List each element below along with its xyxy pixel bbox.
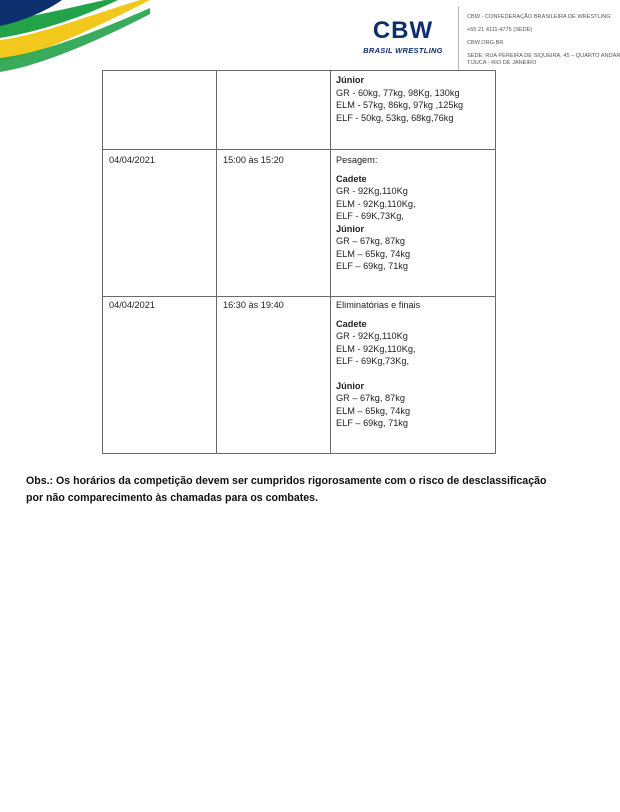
- description-cell: [331, 71, 496, 150]
- description-line: GR - 92Kg,110Kg: [336, 331, 408, 341]
- category-label: Cadete: [336, 318, 367, 329]
- date-cell: 04/04/2021: [103, 297, 217, 454]
- category-label: Cadete: [336, 173, 367, 184]
- address-line-2: TIJUCA - RIO DE JANEIRO: [467, 60, 537, 66]
- header-divider: [458, 7, 459, 71]
- description-line: ELM – 65kg, 74kg: [336, 405, 411, 416]
- description-line: GR - 60kg, 77kg, 98Kg, 130kg: [336, 87, 460, 98]
- contact-block: [467, 14, 620, 67]
- description-line: Pesagem:: [336, 155, 378, 165]
- category-label: Júnior: [336, 75, 365, 85]
- category-label: Júnior: [336, 223, 365, 234]
- schedule-table: [102, 70, 496, 454]
- description-line: ELF - 50kg, 53kg, 68kg,76kg: [336, 112, 454, 123]
- description-cell: [331, 150, 496, 297]
- website-link[interactable]: CBW.ORG.BR: [467, 40, 504, 46]
- schedule-row: [103, 150, 496, 297]
- description-line: ELM - 92Kg,110Kg,: [336, 343, 416, 354]
- phone-number: +55 21 4111-4775 (SEDE): [467, 27, 533, 33]
- address-line-1: SEDE: RUA PEREIRA DE SIQUEIRA, 45 – QUARTO ANDAR: [467, 53, 620, 59]
- cbw-logo: [360, 18, 446, 62]
- description-line: ELM - 92Kg,110Kg,: [336, 198, 416, 209]
- description-line: ELF - 69Kg,73Kg,: [336, 356, 410, 366]
- description-line: ELM - 57kg, 86kg, 97kg ,125kg: [336, 100, 464, 110]
- brand-swoosh-graphic: [0, 0, 150, 80]
- time-cell: 16:30 às 19:40: [217, 297, 331, 454]
- description-line: GR - 92Kg,110Kg: [336, 186, 408, 196]
- org-name: CBW - CONFEDERAÇÃO BRASILEIRA DE WRESTLING: [467, 14, 611, 20]
- date-cell: 04/04/2021: [103, 150, 217, 297]
- observation-note: Obs.: Os horários da competição devem ser cumpridos rigorosamente com o risco de desclassificação por não comparecimento às chamadas para os combates.: [26, 475, 547, 504]
- description-line: ELF – 69kg, 71kg: [336, 418, 409, 428]
- schedule-row: [103, 297, 496, 454]
- logo-title: CBW: [372, 17, 434, 44]
- description-line: GR – 67kg, 87kg: [336, 393, 405, 403]
- description-line: ELM – 65kg, 74kg: [336, 248, 411, 259]
- schedule-row: [103, 71, 496, 150]
- time-cell: 15:00 às 15:20: [217, 150, 331, 297]
- description-line: ELF – 69kg, 71kg: [336, 261, 409, 271]
- description-line: GR – 67kg, 87kg: [336, 236, 405, 246]
- time-cell: [217, 71, 331, 150]
- description-line: ELF - 69K,73Kg,: [336, 211, 404, 221]
- logo-subtitle: BRASIL WRESTLING: [363, 46, 443, 55]
- description-cell: [331, 297, 496, 454]
- category-label: Júnior: [336, 380, 365, 391]
- description-line: Eliminatórias e finais: [336, 300, 421, 310]
- date-cell: [103, 71, 217, 150]
